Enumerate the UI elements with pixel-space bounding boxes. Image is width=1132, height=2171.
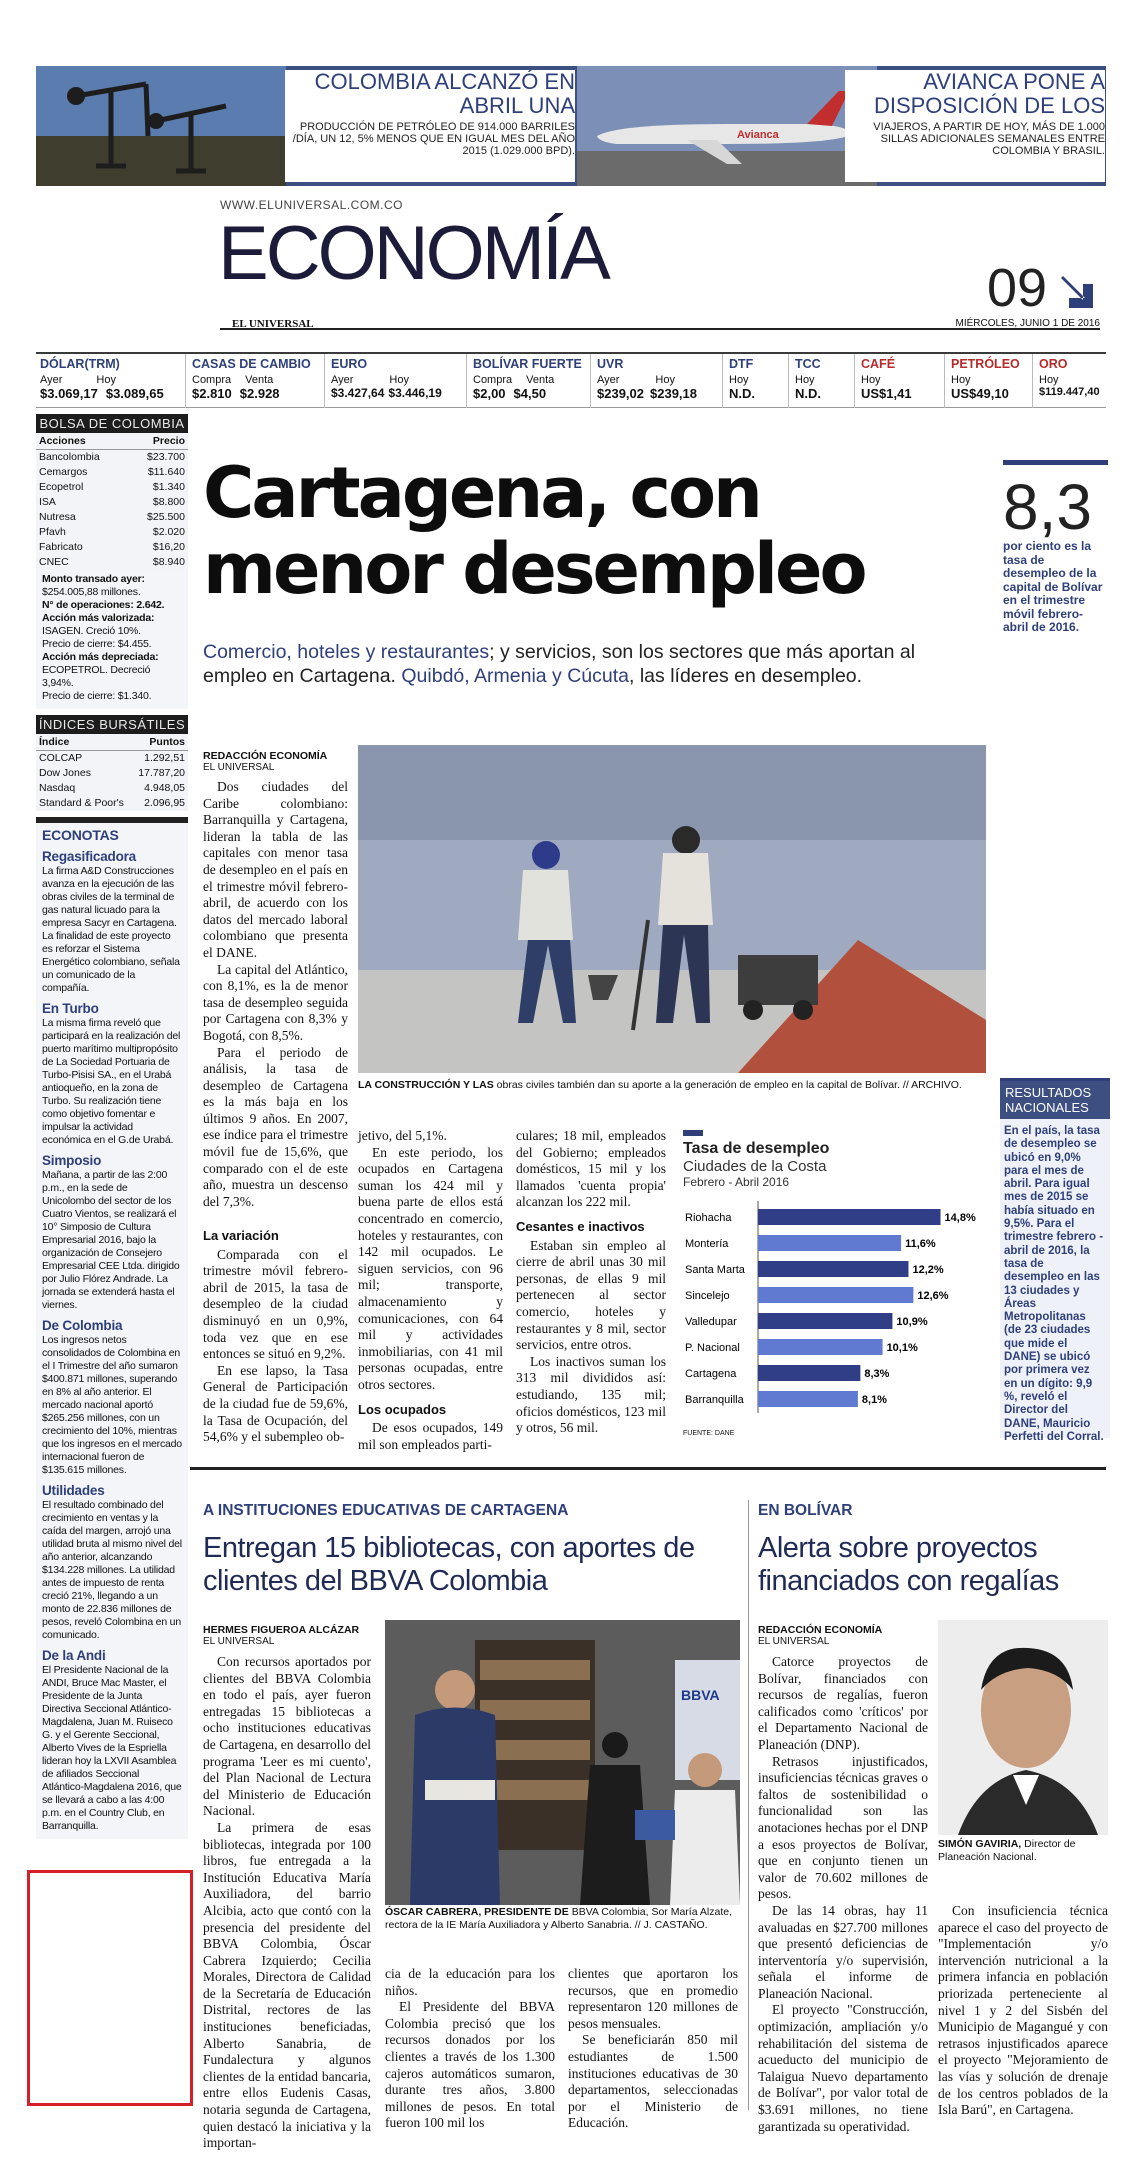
paragraph: En ese lapso, la Tasa General de Participación de la ciudad fue de 59,6%, la Tasa de Ocupación, del 54,6% y el subempleo ob- <box>203 1362 348 1445</box>
chart-value-label: 14,8% <box>944 1212 976 1224</box>
indices-table <box>36 734 188 811</box>
indicator-value: US$1,41 <box>861 386 912 401</box>
chart-subtitle: Ciudades de la Costa <box>683 1158 827 1175</box>
indicator-sub: Hoy <box>96 374 116 386</box>
note-heading: De la Andi <box>42 1648 106 1663</box>
indicator-value: $2.928 <box>239 386 280 401</box>
chart-bar <box>758 1313 892 1329</box>
byline-org: EL UNIVERSAL <box>203 762 275 773</box>
bolsa-note-line: ISAGEN. Creció 10%. <box>42 625 141 637</box>
note-text: La firma A&D Construcciones avanza en la ejecución de las obras civiles de la terminal de gas natural licuado para la empresa Sacyr en Cartagena. La finalidad de este proyecto es reforzar el Sistema Energético colombiano, señala un comunicado de la compañía. <box>42 865 180 994</box>
table-row <box>36 465 188 480</box>
chart-category-label: Sincelejo <box>685 1290 730 1302</box>
story2-column-3 <box>568 1966 738 2132</box>
paragraph: Para el periodo de análisis, la tasa de desempleo de Cartagena es la más baja en los últimos 9 años. En 2007, ese índice para el trimestre móvil fue de 15,6%, que comparado con el de este año, muestra un descenso del 7,3%. <box>203 1044 348 1209</box>
main-byline <box>203 750 348 774</box>
indicator-value: $3.446,19 <box>388 386 442 400</box>
indicator-value: $4,50 <box>513 386 547 401</box>
paragraph: De esos ocupados, 149 mil son empleados parti- <box>358 1420 503 1452</box>
paragraph: Retrasos injustificados, insuficiencias técnicas graves o faltos de sostenibilidad o funcionalidad son las anotaciones hechas por el DNP a esos proyectos de Bolívar, que en conjunto tienen un valor de 70.602 millones de pesos. <box>758 1753 928 1902</box>
bolsa-note-line: Precio de cierre: $1.340. <box>42 690 152 702</box>
indicator-sub: Hoy <box>1039 374 1059 386</box>
table-cell: Nasdaq <box>39 782 76 794</box>
note-text: El Presidente Nacional de la ANDI, Bruce Mac Master, el Presidente de la Junta Directiva Seccional Atlántico-Magdalena, Juan M. Ruiseco G. y el Gerente Seccional, Alberto Vives de la Espriella lideran hoy la LXVII Asamblea de afiliados Seccional Atlántico-Magdalena 2016, que se llevará a cabo a las 4:00 p.m. en el Country Club, en Barranquilla. <box>42 1664 182 1832</box>
sidebar <box>36 414 188 2114</box>
table-cell: CNEC <box>39 556 69 568</box>
indicator-value: $2,00 <box>473 386 506 401</box>
table-row <box>36 480 188 495</box>
chart-value-label: 12,2% <box>912 1264 944 1276</box>
table-cell: $8.800 <box>152 496 185 508</box>
main-headline <box>203 452 865 610</box>
note-heading: En Turbo <box>42 1001 99 1016</box>
chart-value-label: 10,9% <box>896 1316 928 1328</box>
table-row <box>36 495 188 510</box>
bolsa-note-line: Precio de cierre: $4.455. <box>42 638 152 650</box>
indicator-title: DTF <box>729 357 754 371</box>
chart-value-label: 8,1% <box>861 1394 887 1406</box>
paragraph: La capital del Atlántico, con 8,1%, es la de menor tasa de desempleo seguida por Cartagena con 8,3% y Bogotá, con 8,5%. <box>203 961 348 1043</box>
site-url[interactable]: WWW.ELUNIVERSAL.COM.CO <box>220 198 404 212</box>
bolsa-note-line: $254.005,88 millones. <box>42 586 141 598</box>
indicator-value: $239,18 <box>650 386 697 401</box>
indicator-sub: Hoy <box>655 374 675 386</box>
indicator-value: US$49,10 <box>951 386 1009 401</box>
caption-bold: ÓSCAR CABRERA, PRESIDENTE DE <box>385 1906 569 1918</box>
caption-text: obras civiles también dan su aporte a la generación de empleo en la capital de Bolívar. // ARCHIVO. <box>493 1079 962 1091</box>
construction-workers-image <box>358 745 986 1073</box>
story3-column-2 <box>938 1903 1108 2119</box>
chart-category-label: Valledupar <box>685 1316 737 1328</box>
svg-text:Avianca: Avianca <box>737 129 779 141</box>
stat-value: 8,3 <box>1003 471 1092 543</box>
chart-bar <box>758 1261 908 1277</box>
paragraph: Con insuficiencia técnica aparece el caso del proyecto de "Implementación y/o intervención nutricional a la primera infancia en población priorizada perteneciente al nivel 1 y 2 del Sisbén del Municipio de Magangué y con retrasos injustificados aparece el proyecto "Mejoramiento de las vías y solución de drenaje de los centros poblados de la Isla Barú", en Cartagena. <box>938 1903 1108 2118</box>
table-cell: $23.700 <box>147 451 185 463</box>
note-heading: Regasificadora <box>42 849 136 864</box>
deck-highlight: Quibdó, Armenia y Cúcuta <box>401 665 630 687</box>
table-cell: 1.292,51 <box>144 752 185 764</box>
indicator-sub: Hoy <box>389 374 409 386</box>
main-column-3 <box>516 1128 666 1437</box>
bolsa-note-line: Acción más depreciada: <box>42 651 159 663</box>
indicator-value: N.D. <box>729 386 755 401</box>
table-cell: $2.020 <box>152 526 185 538</box>
paper-name: EL UNIVERSAL <box>232 318 314 330</box>
chart-value-label: 12,6% <box>917 1290 949 1302</box>
promo-oil-title: COLOMBIA ALCANZÓ EN ABRIL UNA <box>314 69 575 118</box>
table-cell: 2.096,95 <box>144 797 185 809</box>
indicator-dolar <box>36 354 186 408</box>
section-title: ECONOMÍA <box>218 211 608 296</box>
paragraph: cia de la educación para los niños. <box>385 1966 555 1998</box>
paragraph: El proyecto "Construcción, optimización, ampliación y/o rehabilitación del sistema de acueducto del municipio de Talaigua Nuevo departamento de Bolívar", por valor total de $3.691 millones, no tiene garantizada su operatividad. <box>758 2002 928 2134</box>
chart-bar <box>758 1391 858 1407</box>
chart-bar <box>758 1365 860 1381</box>
chart-category-label: Montería <box>685 1238 729 1250</box>
indicator-tcc <box>791 354 855 408</box>
caption-bold: SIMÓN GAVIRIA, <box>938 1838 1022 1850</box>
table-cell: $1.340 <box>152 481 185 493</box>
indicator-value: $119.447,40 <box>1039 386 1100 398</box>
airplane-photo <box>577 66 877 186</box>
oil-pumps-photo <box>36 66 286 186</box>
chart-source: FUENTE: DANE <box>683 1430 735 1437</box>
chart-category-label: P. Nacional <box>685 1342 740 1354</box>
table-cell: Pfavh <box>39 526 66 538</box>
paragraph: Se beneficiarán 850 mil estudiantes de 1.500 instituciones educativas de 30 departamentos, seleccionadas por el Ministerio de Educación. <box>568 2032 738 2131</box>
chart-value-label: 8,3% <box>864 1368 890 1380</box>
indicator-title: TCC <box>795 357 821 371</box>
promo-oil[interactable] <box>285 70 575 182</box>
bolsa-title: BOLSA DE COLOMBIA <box>36 414 188 433</box>
story2-kicker: A INSTITUCIONES EDUCATIVAS DE CARTAGENA <box>203 1502 569 1519</box>
indicator-casas-cambio <box>188 354 325 408</box>
table-cell: COLCAP <box>39 752 83 764</box>
indicator-sub: Ayer <box>597 374 620 386</box>
portrait-photo <box>938 1620 1108 1835</box>
indicator-value: $3.069,17 <box>40 386 98 401</box>
table-header: Precio <box>128 433 188 450</box>
table-cell: Ecopetrol <box>39 481 84 493</box>
table-row <box>36 510 188 525</box>
caption-bold: LA CONSTRUCCIÓN Y LAS <box>358 1079 494 1091</box>
story3-photo-caption <box>938 1838 1108 1863</box>
table-cell: Cemargos <box>39 466 88 478</box>
main-deck <box>203 640 983 688</box>
table-cell: $8.940 <box>152 556 185 568</box>
indicator-uvr <box>593 354 723 408</box>
chart-bar <box>758 1235 901 1251</box>
indicator-title: EURO <box>331 357 368 371</box>
chart-bar <box>758 1339 883 1355</box>
indicator-title: CASAS DE CAMBIO <box>192 357 311 371</box>
indicator-value: N.D. <box>795 386 821 401</box>
issue-date: MIÉRCOLES, JUNIO 1 DE 2016 <box>955 318 1100 329</box>
table-cell: Fabricato <box>39 541 83 553</box>
arrow-down-right-icon <box>1055 268 1101 314</box>
deck-highlight: Comercio, hoteles y restaurantes <box>203 641 490 663</box>
paragraph: En este periodo, los ocupados en Cartagena suman los 424 mil y buena parte de ellos está concentrado en comercio, hoteles y restaurantes, con 142 mil ocupados. Le siguen servicios, con 96 mil; transporte, almacenamiento y comunicaciones, con 64 mil y actividades inmobiliarias, con 41 mil personas ocupadas, entre otros sectores. <box>358 1144 503 1392</box>
section-header <box>190 188 1106 358</box>
byline-name: HERMES FIGUEROA ALCÁZAR <box>203 1624 360 1636</box>
indicator-dtf <box>725 354 789 408</box>
table-row <box>36 751 188 767</box>
deck-text: , las líderes en desempleo. <box>629 665 863 687</box>
paragraph: culares; 18 mil, empleados del Gobierno; empleados domésticos, 15 mil y los llamados 'cuenta propia' alcanzan los 222 mil. <box>516 1128 666 1210</box>
main-column-1 <box>203 779 348 1210</box>
table-cell: Bancolombia <box>39 451 100 463</box>
page-number: 09 <box>987 258 1048 318</box>
indicator-sub: Ayer <box>40 374 63 386</box>
paragraph: Con recursos aportados por clientes del BBVA Colombia en todo el país, ayer fueron entregadas 15 bibliotecas a ocho instituciones educativas de Cartagena, en desarrollo del programa 'Leer es mi cuento', del Plan Nacional de Lectura del Ministerio de Educación Nacional. <box>203 1654 371 1819</box>
indicator-sub: Hoy <box>951 374 971 386</box>
chart-svg <box>683 1201 983 1421</box>
construction-photo <box>358 745 986 1073</box>
table-cell: $11.640 <box>147 466 185 478</box>
table-header: Índice <box>36 734 132 751</box>
subheading: La variación <box>203 1228 279 1243</box>
indicator-oro <box>1035 354 1106 408</box>
note-heading: De Colombia <box>42 1318 123 1333</box>
chart-bar <box>758 1209 941 1225</box>
indicator-title: UVR <box>597 357 624 371</box>
table-cell: $25.500 <box>147 511 185 523</box>
headline-line: menor desempleo <box>203 528 865 610</box>
results-text: En el país, la tasa de desempleo se ubicó en 9,0% para el mes de abril. Para igual mes de 2015 se había situado en 9,5%. Para el trimestre febrero - abril de 2016, la tasa de desempleo en las 13 ciudades y Áreas Metropolitanas (de 23 ciudades que mide el DANE) se ubicó por primera vez en un dígito: 9,9 %, reveló el Director del DANE, Mauricio Perfetti del Corral. <box>1004 1125 1104 1443</box>
indicator-sub: Hoy <box>795 374 815 386</box>
table-cell: ISA <box>39 496 56 508</box>
table-row <box>36 766 188 781</box>
bolsa-table <box>36 433 188 570</box>
paragraph: Los inactivos suman los 313 mil divididos así: estudiando, 135 mil; oficios domésticos, 123 mil y otros, 56 mil. <box>516 1353 666 1436</box>
headline-line: Cartagena, con <box>203 452 760 534</box>
note-text: Los ingresos netos consolidados de Colombina en el I Trimestre del año sumaron $400.871 millones, superando en 8% al año anterior. El mercado nacional aportó $265.256 millones, con un crecimiento del 10%, mientras que los ingresos en el mercado internacional fueron de $135.615 millones. <box>42 1334 182 1476</box>
main-column-2 <box>358 1128 503 1453</box>
note-text: La misma firma reveló que participará en la realización del puerto marítimo multipropósito de La Sociedad Portuaria de Turbo-Pisisi SA., en el Urabá antioqueño, en la zona de Turbo. Su realización tiene como objetivo fomentar e impulsar la actividad económica en el G.de Urabá. <box>42 1017 181 1146</box>
chart-value-label: 11,6% <box>905 1238 936 1250</box>
note-heading: Utilidades <box>42 1483 105 1498</box>
indicator-euro <box>327 354 467 408</box>
paragraph: Dos ciudades del Caribe colombiano: Barranquilla y Cartagena, lideran la tabla de las capitales con menor tasa de desempleo en el país en el trimestre móvil febrero-abril, de acuerdo con los datos del mercado laboral colombiano que presenta el DANE. <box>203 779 348 960</box>
indicator-bolivar <box>469 354 591 408</box>
paragraph: clientes que aportaron los recursos, que en promedio representaron 120 millones de pesos mensuales. <box>568 1966 738 2031</box>
story2-title[interactable]: Entregan 15 bibliotecas, con aportes de clientes del BBVA Colombia <box>203 1532 695 1597</box>
chart-period: Febrero - Abril 2016 <box>683 1175 790 1189</box>
byline-org: EL UNIVERSAL <box>203 1636 275 1647</box>
table-cell: Nutresa <box>39 511 76 523</box>
paragraph: De las 14 obras, hay 11 avaluadas en $27.700 millones que presentó deficiencias de interventoría y/o supervisión, señala el informe de Planeación Nacional. <box>758 1902 928 2001</box>
table-cell: Standard & Poor's <box>39 797 124 809</box>
note-text: Mañana, a partir de las 2:00 p.m., en la sede de Unicolombo del sector de los Cuatro Vientos, se realizará el 10° Simposio de Cultura Empresarial 2016, bajo la organización de Consejero Empresarial CEE Ltda. dirigido por Julio Flórez Andrade. La jornada se extenderá hasta el viernes. <box>42 1169 180 1311</box>
paragraph: jetivo, del 5,1%. <box>358 1128 447 1143</box>
svg-text:BBVA: BBVA <box>681 1687 720 1703</box>
indicator-sub: Venta <box>245 374 274 386</box>
story3-kicker: EN BOLÍVAR <box>758 1502 853 1519</box>
story2-column-2 <box>385 1966 555 2132</box>
note-text: El resultado combinado del crecimiento en ventas y la caída del margen, arrojó una utilidad bruta al mismo nivel del año anterior, alcanzando $134.228 millones. La utilidad antes de impuesto de renta creció 21%, llegando a un monto de 22.836 millones de pesos, reveló Colombina en un comunicado. <box>42 1499 182 1641</box>
econotas-title: ECONOTAS <box>42 827 119 843</box>
story3-title[interactable]: Alerta sobre proyectos financiados con regalías <box>758 1532 1059 1597</box>
paragraph: Comparada con el trimestre móvil febrero-abril de 2015, la tasa de desempleo de la ciudad disminuyó en un 0,9%, toda vez que en ese entonces se situó en 9,2%. <box>203 1246 348 1362</box>
note-heading: Simposio <box>42 1153 102 1168</box>
library-people-image <box>385 1620 740 1905</box>
indicator-value: $239,02 <box>597 386 644 401</box>
indices-title: ÍNDICES BURSÁTILES <box>36 715 188 734</box>
paragraph: Catorce proyectos de Bolívar, financiados con recursos de regalías, fueron calificados como 'críticos' por el Departamento Nacional de Planeación (DNP). <box>758 1654 928 1752</box>
paragraph: La primera de esas bibliotecas, integrada por 100 libros, fue entregada a la Institución Educativa María Auxiliadora, del barrio Alcibia, acto que contó con la presencia del presidente del BBVA Colombia, Óscar Cabrera Izquierdo; Cecilia Morales, Directora de Calidad de la Secretaría de Educación Distrital, rectores de las instituciones beneficiadas, Alberto Sanabria, de Fundalectura y algunos clientes de la entidad bancaria, entre ellos Eudenis Casas, notaria segunda de Cartagena, quien destacó la iniciativa y la importan- <box>203 1819 371 2151</box>
stat-note: por ciento es la tasa de desempleo de la capital de Bolívar en el trimestre móvil febrero-abril de 2016. <box>1003 539 1103 634</box>
main-photo-caption <box>358 1079 986 1091</box>
paragraph: Estaban sin empleo al cierre de abril unas 30 mil personas, de ellas 9 mil pertenecen al sector comercio, hoteles y restaurantes y 8 mil, sector servicios, entre otros. <box>516 1237 666 1353</box>
table-cell: 4.948,05 <box>144 782 185 794</box>
table-row <box>36 555 188 570</box>
indicator-title: BOLÍVAR FUERTE <box>473 357 582 371</box>
byline-name: REDACCIÓN ECONOMÍA <box>203 750 328 762</box>
table-row <box>36 796 188 811</box>
chart-value-label: 10,1% <box>886 1342 918 1354</box>
indicator-petroleo <box>947 354 1033 408</box>
indicator-sub: Ayer <box>331 374 354 386</box>
table-row <box>36 540 188 555</box>
chart-category-label: Santa Marta <box>685 1264 745 1276</box>
chart-category-label: Riohacha <box>685 1212 732 1224</box>
bolsa-note-line: ECOPETROL. Decreció 3,94%. <box>42 664 151 689</box>
indicator-cafe <box>857 354 945 408</box>
indicator-sub: Hoy <box>729 374 749 386</box>
indicator-title: CAFÉ <box>861 357 896 371</box>
indicator-title: PETRÓLEO <box>951 357 1020 371</box>
indicator-title: ORO <box>1039 357 1068 371</box>
indicator-value: $2.810 <box>192 386 232 401</box>
indicator-sub: Hoy <box>861 374 881 386</box>
highlight-box <box>27 1870 193 2106</box>
bolsa-note-line: Acción más valorizada: <box>42 612 155 624</box>
portrait-image <box>938 1620 1108 1835</box>
indicator-value: $3.427,64 <box>331 386 385 400</box>
econotas <box>36 823 188 1839</box>
caption-text: BBVA Colombia, Sor María Alzate, rectora de la IE María Auxiliadora y Alberto Sanabria. // J. CASTAÑO. <box>385 1906 732 1931</box>
indicator-sub: Compra <box>473 374 513 386</box>
library-photo <box>385 1620 740 1905</box>
deck-text: ; y servicios, son los sectores que más aportan al empleo en Cartagena. <box>203 641 916 687</box>
chart-bar <box>758 1287 913 1303</box>
table-row <box>36 525 188 540</box>
story2-photo-caption <box>385 1906 740 1931</box>
subheading: Cesantes e inactivos <box>516 1218 645 1234</box>
subheading: Los ocupados <box>358 1401 447 1417</box>
table-cell: $16,20 <box>152 541 185 553</box>
promo-avianca-title: AVIANCA PONE A DISPOSICIÓN DE LOS <box>873 69 1105 118</box>
caption-text: Director de Planeación Nacional. <box>938 1838 1076 1863</box>
promo-avianca-text: VIAJEROS, A PARTIR DE HOY, MÁS DE 1.000 SILLAS ADICIONALES SEMANALES ENTRE COLOMBIA Y BRASIL. <box>873 121 1105 157</box>
byline-org: EL UNIVERSAL <box>758 1636 830 1647</box>
main-column-1b <box>203 1220 348 1446</box>
table-cell: 17.787,20 <box>138 767 185 779</box>
table-row <box>36 450 188 466</box>
story2-column-1 <box>203 1654 371 2152</box>
chart-category-label: Barranquilla <box>685 1394 744 1406</box>
table-header: Acciones <box>36 433 128 450</box>
promo-avianca[interactable] <box>845 70 1105 182</box>
indicators-bar <box>36 352 1106 408</box>
chart-category-label: Cartagena <box>685 1368 737 1380</box>
bolsa-note-line: Monto transado ayer: <box>42 573 145 585</box>
results-title: RESULTADOS NACIONALES <box>1000 1081 1110 1119</box>
unemployment-chart <box>683 1130 983 1450</box>
story3-byline <box>758 1624 928 1648</box>
promo-oil-text: PRODUCCIÓN DE PETRÓLEO DE 914.000 BARRILES /DÍA, UN 12, 5% MENOS QUE EN IGUAL MES DEL AÑO 2015 (1.029.000 BPD). <box>292 121 575 157</box>
chart-title: Tasa de desempleo <box>683 1140 830 1157</box>
indicator-title: DÓLAR(TRM) <box>40 357 120 371</box>
story2-byline <box>203 1624 373 1648</box>
bolsa-note-line: N° de operaciones: 2.642. <box>42 599 165 611</box>
table-row <box>36 781 188 796</box>
table-header: Puntos <box>132 734 188 751</box>
results-box <box>1000 1078 1110 1443</box>
story3-column-1 <box>758 1654 928 2135</box>
indicator-sub: Compra <box>192 374 232 386</box>
byline-name: REDACCIÓN ECONOMÍA <box>758 1624 883 1636</box>
indicator-sub: Venta <box>526 374 555 386</box>
indicator-value: $3.089,65 <box>105 386 164 401</box>
bolsa-notes <box>36 570 188 709</box>
paragraph: El Presidente del BBVA Colombia precisó que los recursos donados por los clientes a través de los 1.300 cajeros automáticos sumaron, durante tres años, 3.800 millones de pesos. En total fueron 100 mil los <box>385 1999 555 2131</box>
table-cell: Dow Jones <box>39 767 91 779</box>
